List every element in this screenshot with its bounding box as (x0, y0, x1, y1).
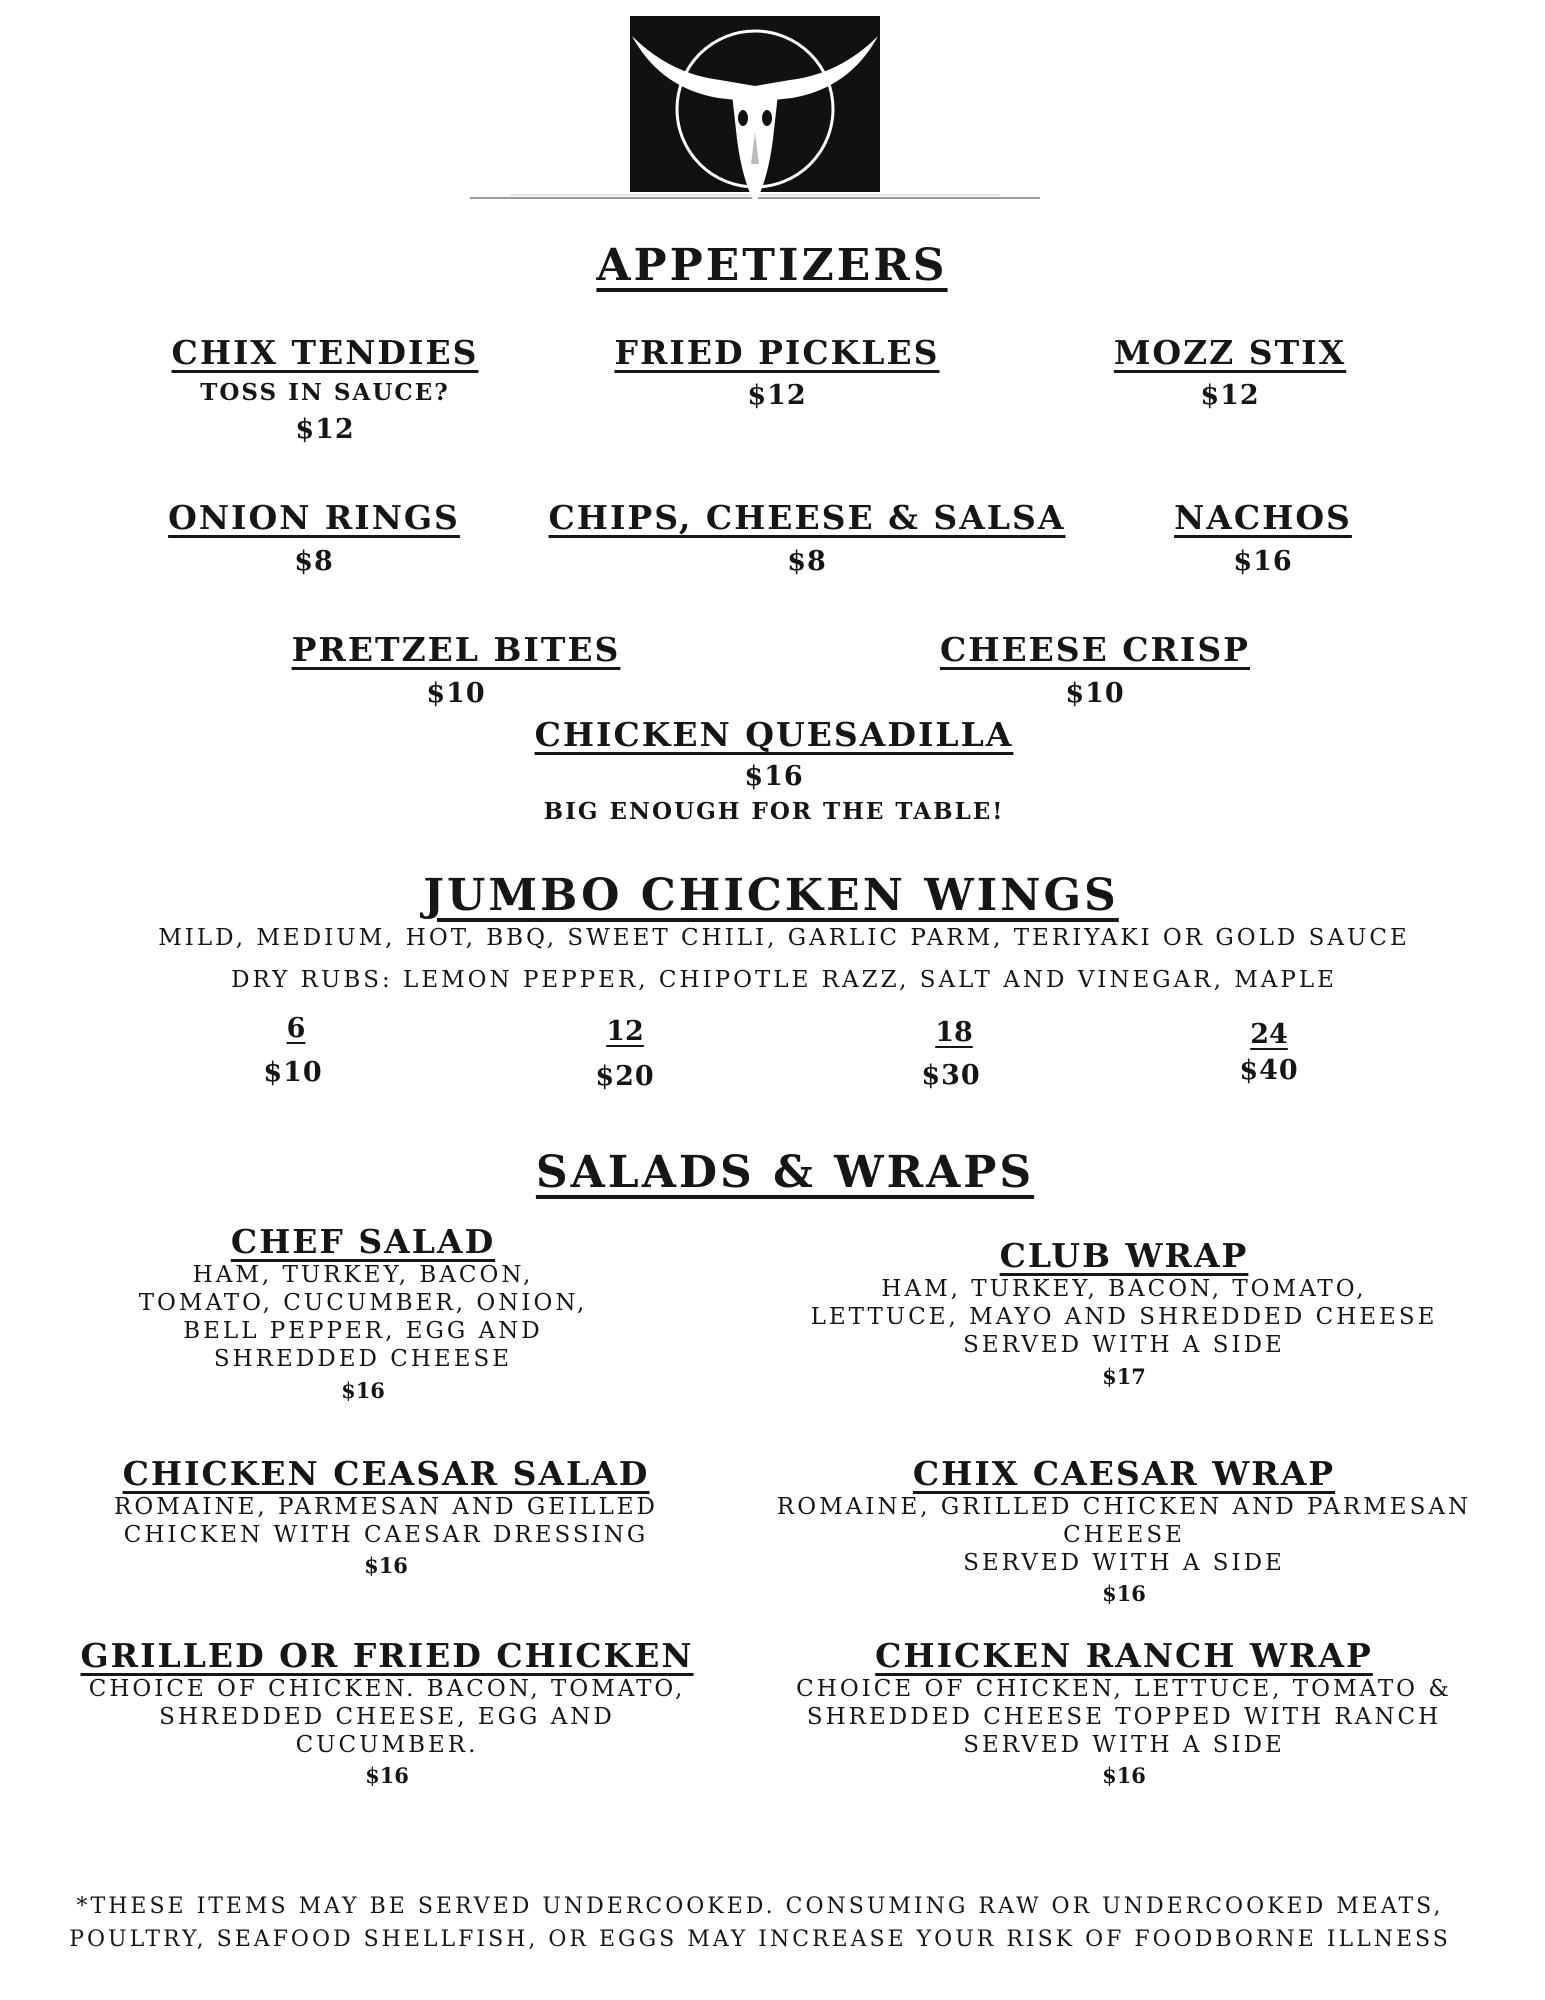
item-price: $12 (1200, 380, 1260, 411)
wing-dry-rubs: DRY RUBS: LEMON PEPPER, CHIPOTLE RAZZ, SALT AND VINEGAR, MAPLE (231, 967, 1337, 993)
item-name: CHICKEN RANCH WRAP (875, 1636, 1373, 1675)
item-price: $16 (1233, 546, 1293, 577)
item-description: CHOICE OF CHICKEN. BACON, TOMATO, SHREDDED CHEESE, EGG AND CUCUMBER. (88, 1676, 686, 1758)
wing-price: $20 (595, 1061, 655, 1092)
item-price: $12 (747, 380, 807, 411)
item-name: CHIX TENDIES (171, 333, 479, 372)
wing-price: $10 (263, 1057, 323, 1088)
item-name: PRETZEL BITES (291, 630, 621, 669)
item-description: HAM, TURKEY, BACON, TOMATO, LETTUCE, MAYO AND SHREDDED CHEESE SERVED WITH A SIDE (810, 1276, 1438, 1358)
item-name: CHIX CAESAR WRAP (912, 1454, 1336, 1493)
item-note: BIG ENOUGH FOR THE TABLE! (543, 798, 1005, 825)
item-price: $16 (364, 1553, 408, 1578)
item-note: TOSS IN SAUCE? (200, 379, 450, 406)
salads-wraps-title: SALADS & WRAPS (535, 1147, 1035, 1198)
wing-count: 24 (1250, 1019, 1288, 1050)
item-name: FRIED PICKLES (614, 333, 940, 372)
item-price: $16 (744, 761, 804, 792)
wing-sauces: MILD, MEDIUM, HOT, BBQ, SWEET CHILI, GARLIC PARM, TERIYAKI OR GOLD SAUCE (158, 925, 1410, 951)
item-name: CHEF SALAD (230, 1222, 496, 1261)
item-price: $8 (787, 546, 827, 577)
wing-count: 18 (935, 1017, 973, 1048)
item-name: CLUB WRAP (999, 1236, 1249, 1275)
item-price: $16 (1102, 1581, 1146, 1606)
item-price: $16 (341, 1378, 385, 1403)
item-description: ROMAINE, PARMESAN AND GEILLED CHICKEN WITH CAESAR DRESSING (114, 1494, 658, 1548)
item-price: $10 (426, 678, 486, 709)
item-name: CHICKEN QUESADILLA (534, 715, 1014, 754)
wings-title: JUMBO CHICKEN WINGS (423, 870, 1119, 921)
wing-price: $40 (1239, 1055, 1299, 1086)
item-description: HAM, TURKEY, BACON, TOMATO, CUCUMBER, ONION, BELL PEPPER, EGG AND SHREDDED CHEESE (138, 1262, 588, 1372)
wing-price: $30 (921, 1060, 981, 1091)
item-name: CHIPS, CHEESE & SALSA (548, 498, 1066, 537)
item-name: MOZZ STIX (1113, 333, 1347, 372)
item-name: CHEESE CRISP (940, 630, 1250, 669)
logo (470, 14, 1040, 204)
item-name: CHICKEN CEASAR SALAD (122, 1454, 650, 1493)
appetizers-title: APPETIZERS (596, 240, 948, 291)
item-price: $8 (294, 546, 334, 577)
item-price: $16 (1102, 1763, 1146, 1788)
wing-count: 6 (286, 1013, 306, 1044)
item-description: ROMAINE, GRILLED CHICKEN AND PARMESAN CHEESE SERVED WITH A SIDE (776, 1494, 1472, 1576)
item-price: $17 (1102, 1364, 1146, 1389)
wing-count: 12 (606, 1016, 644, 1047)
item-description: CHOICE OF CHICKEN, LETTUCE, TOMATO & SHREDDED CHEESE TOPPED WITH RANCH SERVED WITH A SIDE (796, 1676, 1452, 1758)
item-price: $16 (365, 1763, 409, 1788)
foodborne-disclaimer: *THESE ITEMS MAY BE SERVED UNDERCOOKED. CONSUMING RAW OR UNDERCOOKED MEATS, POULTRY, SEAFOOD SHELLFISH, OR EGGS MAY INCREASE YOUR RISK OF FOODBORNE ILLNESS (69, 1894, 1451, 1952)
item-name: NACHOS (1174, 498, 1352, 537)
item-name: ONION RINGS (168, 498, 460, 537)
item-price: $10 (1065, 678, 1125, 709)
longhorn-skull-icon (470, 14, 1040, 204)
item-price: $12 (295, 414, 355, 445)
item-name: GRILLED OR FRIED CHICKEN (80, 1636, 694, 1675)
